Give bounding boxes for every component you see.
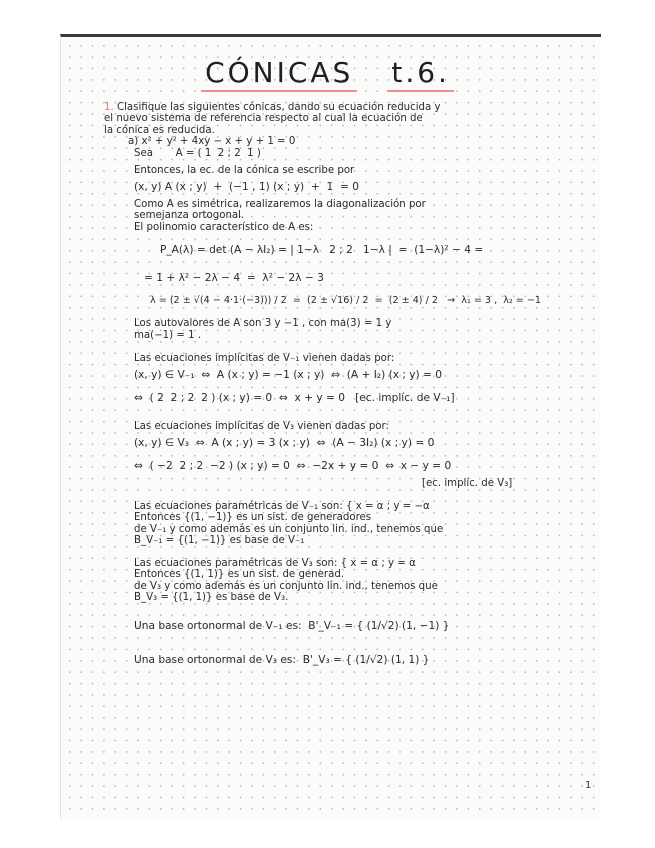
symmetry-line-2: semejanza ortogonal. xyxy=(134,210,245,222)
matrix-definition: Sea A = ( 1 2 ; 2 1 ) xyxy=(134,147,261,159)
title-word: CÓNICAS xyxy=(201,56,357,92)
implicit-v-1-derivation: (x, y) ∈ V₋₁ ⇔ A (x ; y) = −1 (x ; y) ⇔ (A + I₂) (x ; y) = 0 xyxy=(134,369,443,382)
parametric-v-1-eq: Las ecuaciones paramétricas de V₋₁ son: { x = α ; y = −α xyxy=(134,500,430,512)
parametric-v3-ind: de V₃ y como además es un conjunto lin. ind., tenemos que xyxy=(134,580,438,592)
page-number: 1 xyxy=(585,780,592,791)
eigenvalue-formula: λ = (2 ± √(4 − 4·1·(−3))) / 2 = (2 ± √16) / 2 = (2 ± 4) / 2 → λ₁ = 3 , λ₂ = −1 xyxy=(150,294,542,306)
char-poly-det: P_A(λ) = det (A − λI₂) = | 1−λ 2 ; 2 1−λ | = (1−λ)² − 4 = xyxy=(160,243,484,256)
implicit-v3-derivation: (x, y) ∈ V₃ ⇔ A (x ; y) = 3 (x ; y) ⇔ (A − 3I₂) (x ; y) = 0 xyxy=(134,437,435,450)
char-poly-expanded: = 1 + λ² − 2λ − 4 = λ² − 2λ − 3 xyxy=(144,272,324,285)
parametric-v3-gen: Entonces {(1, 1)} es un sist. de generad. xyxy=(134,569,345,581)
symmetry-line-1: Como A es simétrica, realizaremos la diagonalización por xyxy=(134,198,426,210)
exercise-number: 1. xyxy=(104,102,114,113)
implicit-v3-label: [ec. implíc. de V₃] xyxy=(422,477,513,489)
intro-line-3: la cónica es reducida. xyxy=(104,124,215,136)
parametric-v-1-ind: de V₋₁ y como además es un conjunto lin. ind., tenemos que xyxy=(134,523,444,535)
parametric-v3-base: B_V₃ = {(1, 1)} es base de V₃. xyxy=(134,591,289,603)
matrix-form-equation: (x, y) A (x ; y) + (−1 , 1) (x ; y) + 1 = 0 xyxy=(134,181,359,194)
implicit-v3-result: ⇔ ( −2 2 ; 2 −2 ) (x ; y) = 0 ⇔ −2x + y = 0 ⇔ x − y = 0 xyxy=(134,460,452,473)
orthonormal-base-v3: Una base ortonormal de V₃ es: B'_V₃ = { (1/√2) (1, 1) } xyxy=(134,653,430,666)
orthonormal-base-v-1: Una base ortonormal de V₋₁ es: B'_V₋₁ = { (1/√2) (1, −1) } xyxy=(134,619,450,632)
implicit-v3-intro: Las ecuaciones implícitas de V₃ vienen dadas por: xyxy=(134,421,389,432)
page-title xyxy=(0,56,655,89)
implicit-v-1-result: ⇔ ( 2 2 ; 2 2 ) (x ; y) = 0 ⇔ x + y = 0 [ec. implíc. de V₋₁] xyxy=(134,391,455,404)
intro-line-1: 1. Clasifique las siguientes cónicas, dando su ecuación reducida y xyxy=(104,102,441,113)
eigenvalues-line-2: ma(−1) = 1 . xyxy=(134,329,202,341)
handwritten-notes xyxy=(104,102,544,672)
implicit-v-1-intro: Las ecuaciones implícitas de V₋₁ vienen dadas por: xyxy=(134,352,395,364)
eigenvalues-line-1: Los autovalores de A son 3 y −1 , con ma(3) = 1 y xyxy=(134,318,392,330)
conic-equation: a) x² + y² + 4xy − x + y + 1 = 0 xyxy=(128,136,296,148)
title-topic: t.6. xyxy=(387,56,454,92)
char-poly-intro: El polinomio característico de A es: xyxy=(134,221,314,233)
parametric-v3-eq: Las ecuaciones paramétricas de V₃ son: { x = α ; y = α xyxy=(134,557,416,569)
equation-statement: Entonces, la ec. de la cónica se escribe por xyxy=(134,164,355,176)
intro-line-2: el nuevo sistema de referencia respecto al cual la ecuación de xyxy=(104,113,423,125)
parametric-v-1-gen: Entonces {(1, −1)} es un sist. de generadores xyxy=(134,512,372,524)
parametric-v-1-base: B_V₋₁ = {(1, −1)} es base de V₋₁ xyxy=(134,534,305,546)
